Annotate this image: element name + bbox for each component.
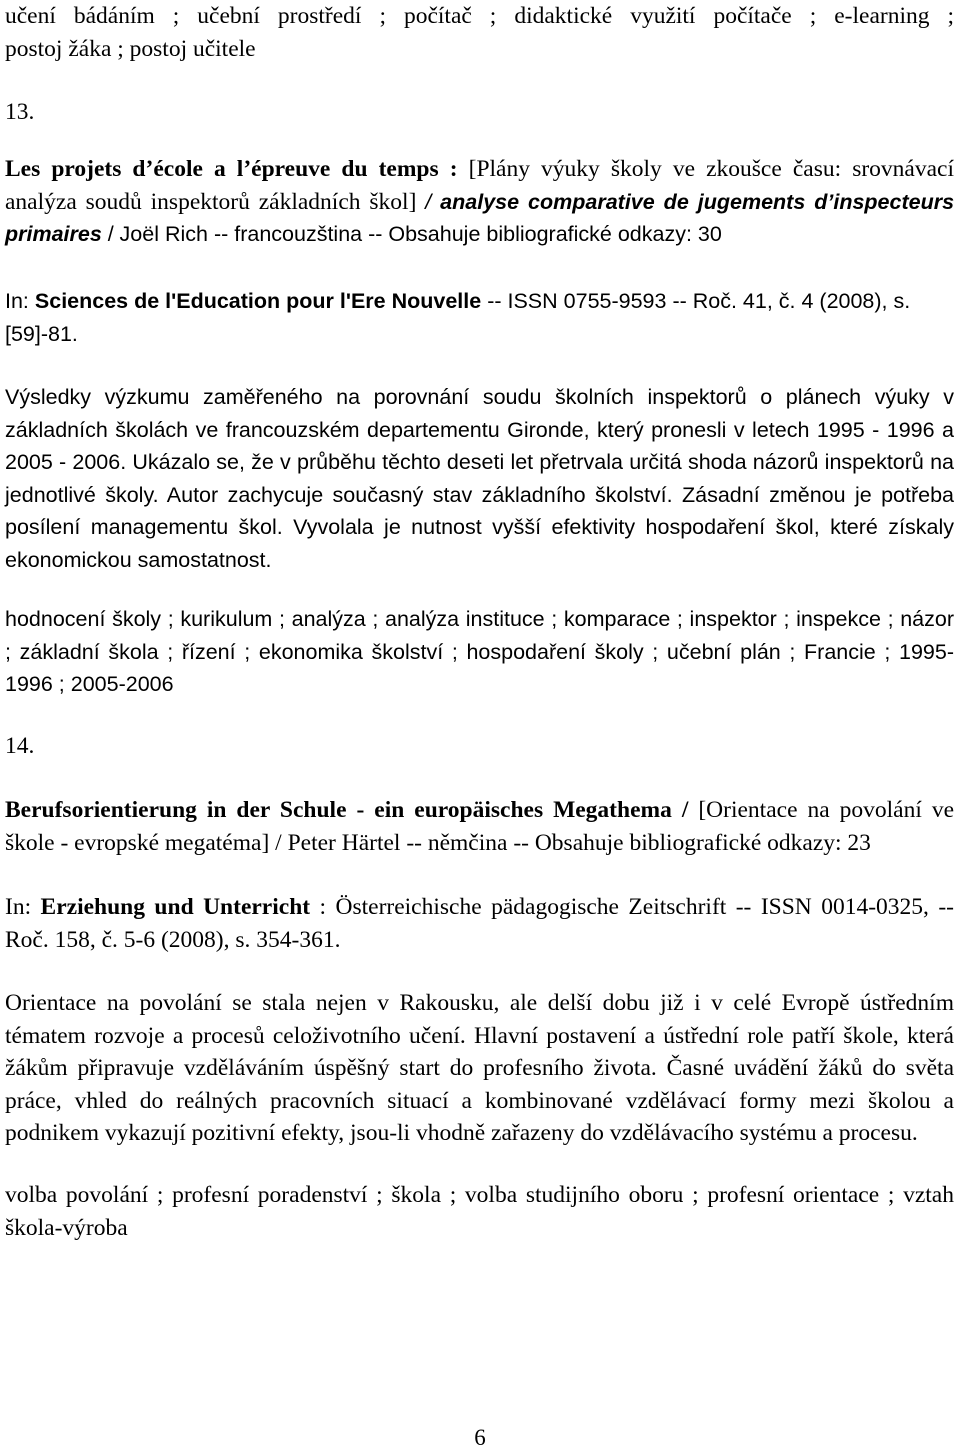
abstract-text: Výsledky výzkumu zaměřeného na porovnání soudu školních inspektorů o plánech výuky v základních školách ve francouzském departementu Gironde, který pronesli v letech 1995 - 1996 a 2005 - 2006. Ukázalo se, že v průběhu těchto deseti let přetrvala určitá shoda názorů inspektorů na jednotlivé školy. Autor zachycuje současný stav základního školství. Zásadní změnou je potřeba posílení managementu škol. Vyvolala je nutnost vyšší efektivity hospodaření škol, které získaly ekonomickou samostatnost. [5, 385, 954, 572]
keywords-line-1: učení bádáním ; učební prostředí ; počítač ; didaktické využití počítače ; e-learning ; [5, 3, 954, 29]
title-fr-part2: analyse comparative de jugements d’inspecteurs primaires [5, 189, 955, 247]
journal-title: Erziehung und Unterricht [40, 894, 311, 920]
entry-14-number [5, 730, 954, 763]
author-language-references: Joël Rich -- francouzština -- Obsahuje bibliografické odkazy: 30 [119, 222, 722, 247]
source-details: : Österreichische pädagogische Zeitschrift -- ISSN 0014-0325, -- Roč. 158, č. 5-6 (2008), s. 354-361. [5, 894, 954, 953]
title-fr-part1: Les projets d’école a l’épreuve du temps : [5, 156, 458, 182]
keywords-text: volba povolání ; profesní poradenství ; škola ; volba studijního oboru ; profesní orientace ; vztah škola-výroba [5, 1182, 954, 1241]
entry-13-citation [5, 153, 954, 251]
in-label: In: [5, 289, 29, 313]
slash: / [681, 797, 689, 823]
entry-number: 14. [5, 733, 35, 759]
page-number: 6 [474, 1425, 486, 1450]
entry-14-abstract [5, 987, 954, 1150]
slash: / [425, 189, 432, 214]
entry-14-source [5, 891, 954, 956]
entry-13-abstract [5, 381, 954, 577]
title-cs: [Plány výuky školy ve zkoušce času: srovnávací analýza soudů inspektorů základních škol] [5, 156, 954, 215]
slash-2: / [107, 222, 114, 247]
keywords-text: hodnocení školy ; kurikulum ; analýza ; analýza instituce ; komparace ; inspektor ; inspekce ; názor ; základní škola ; řízení ; ekonomika školství ; hospodaření školy ; učební plán ; Francie ; 1995-1996 ; 2005-2006 [5, 607, 954, 697]
entry-13-number [5, 96, 954, 129]
previous-entry-keywords [5, 0, 954, 65]
in-label: In: [5, 894, 32, 920]
title-cs: [Orientace na povolání ve škole - evropské megatéma] / [5, 797, 955, 856]
entry-14-citation [5, 794, 954, 859]
title-de: Berufsorientierung in der Schule - ein europäisches Megathema [5, 797, 672, 823]
abstract-text: Orientace na povolání se stala nejen v Rakousku, ale delší dobu již i v celé Evropě ústředním tématem rozvoje a procesů celoživotního učení. Hlavní postavení a ústřední role patří škole, která žákům připravuje vzděláváním úspěšný start do profesního života. Časné uvádění žáků do světa práce, vhled do reálných pracovních situací a kombinované vzdělávací formy mezi školou a podnikem vykazují pozitivní efekty, jsou-li vhodně zařazeny do vzdělávacího systému a procesu. [5, 990, 954, 1147]
entry-number: 13. [5, 99, 35, 125]
source-details: -- ISSN 0755-9593 -- Roč. 41, č. 4 (2008), s. [59]-81. [5, 289, 911, 346]
journal-title: Sciences de l'Education pour l'Ere Nouvelle [34, 289, 482, 313]
entry-13-keywords [5, 603, 954, 701]
entry-14-keywords [5, 1179, 954, 1244]
author-language-references: Peter Härtel -- němčina -- Obsahuje bibliografické odkazy: 23 [287, 829, 871, 856]
entry-13-source [5, 285, 954, 350]
keywords-line-2: postoj žáka ; postoj učitele [5, 35, 256, 62]
